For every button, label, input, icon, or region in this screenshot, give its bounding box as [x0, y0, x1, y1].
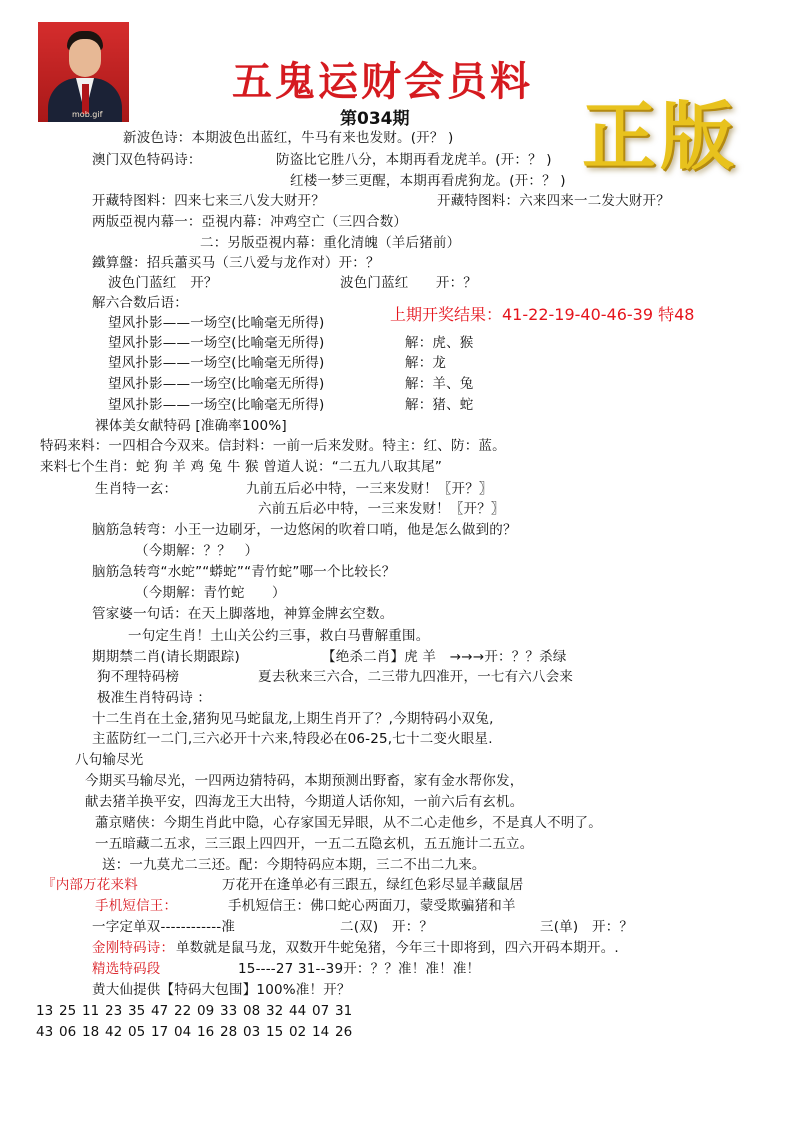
text-line: 一句定生肖！土山关公约三事，救白马曹解重围。 [128, 628, 430, 644]
number-cell: 32 [266, 1003, 284, 1019]
number-cell: 14 [312, 1024, 330, 1040]
authentic-stamp: 正版 [582, 94, 738, 180]
number-cell: 15 [266, 1024, 284, 1040]
text-line: （今期解：青竹蛇 ） [135, 585, 286, 601]
section-label: 精选特码段 [92, 961, 161, 977]
number-cell: 07 [312, 1003, 330, 1019]
text-line: 二：另版亞視内幕：重化清魄（羊后猪前） [200, 235, 461, 251]
text-line: 解：龙 [405, 355, 447, 371]
text-line: 生肖特一玄： [95, 481, 178, 497]
text-line: 望风扑影——一场空(比喻毫无所得) [108, 376, 325, 392]
text-line: 解六合数后语： [92, 295, 188, 311]
section-label: 金刚特码诗： [92, 940, 175, 956]
text-line: 防盗比它胜八分，本期再看龙虎羊。(开：？ ) [276, 152, 552, 168]
number-cell: 06 [59, 1024, 77, 1040]
text-line: 澳门双色特码诗： [92, 152, 202, 168]
section-label: 『内部万花来料 [42, 877, 138, 893]
number-cell: 47 [151, 1003, 169, 1019]
text-line: 来料七个生肖：蛇 狗 羊 鸡 兔 牛 猴 曾道人说：“二五九八取其尾” [40, 459, 443, 475]
text-line: 脑筋急转弯：小王一边刷牙，一边悠闲的吹着口哨，他是怎么做到的？ [92, 522, 517, 538]
text-line: 狗不理特码榜 [97, 669, 180, 685]
last-result: 上期开奖结果：41-22-19-40-46-39 特48 [390, 305, 695, 324]
text-line: 九前五后必中特，一三来发财！〖开？〗 [246, 481, 493, 497]
number-cell: 08 [243, 1003, 261, 1019]
number-cell: 35 [128, 1003, 146, 1019]
avatar-photo [38, 22, 129, 122]
text-line: （今期解：？？ ） [135, 543, 259, 559]
text-line: 管家婆一句话：在天上脚落地，神算金牌玄空数。 [92, 606, 394, 622]
text-line: 裸体美女献特码 [准确率100%] [95, 418, 287, 434]
number-cell: 02 [289, 1024, 307, 1040]
text-line: 夏去秋来三六合，二三带九四准开，一七有六八会来 [258, 669, 574, 685]
number-cell: 43 [36, 1024, 54, 1040]
text-line: 极准生肖特码诗 ： [97, 690, 212, 706]
text-line: 波色门蓝红 开：？ [340, 275, 477, 291]
text-line: 望风扑影——一场空(比喻毫无所得) [108, 355, 325, 371]
photo-face [69, 39, 101, 77]
text-line: 一字定单双------------准 [92, 919, 236, 935]
text-line: 解：猪、蛇 [405, 397, 474, 413]
text-line: 解：羊、兔 [405, 376, 474, 392]
section-label: 手机短信王： [95, 898, 178, 914]
text-line: 今期买马输尽光，一四两边猜特码，本期预测出野畜，家有金水帮你发， [85, 773, 524, 789]
text-line: 单数就是鼠马龙，双数开牛蛇兔猪，今年三十即将到，四六开码本期开。. [176, 940, 619, 956]
text-line: 望风扑影——一场空(比喻毫无所得) [108, 335, 325, 351]
number-cell: 22 [174, 1003, 192, 1019]
number-cell: 04 [174, 1024, 192, 1040]
text-line: 特码来料：一四相合今双来。信封料：一前一后来发财。特主：红、防：蓝。 [40, 438, 506, 454]
text-line: 三(单) 开：？ [540, 919, 634, 935]
text-line: 解：虎、猴 [405, 335, 474, 351]
text-line: 万花开在逢单必有三跟五，绿红色彩尽显羊藏鼠居 [222, 877, 524, 893]
number-cell: 17 [151, 1024, 169, 1040]
number-cell: 31 [335, 1003, 353, 1019]
text-line: 望风扑影——一场空(比喻毫无所得) [108, 397, 325, 413]
number-cell: 28 [220, 1024, 238, 1040]
text-line: 脑筋急转弯“水蛇”“蟒蛇”“青竹蛇”哪一个比较长？ [92, 564, 396, 580]
text-line: 六前五后必中特，一三来发财！〖开？〗 [258, 501, 505, 517]
text-line: 八句输尽光 [75, 752, 144, 768]
text-line: 二(双) 开：？ [340, 919, 434, 935]
text-line: 十二生肖在土金,猪狗见马蛇鼠龙,上期生肖开了？,今期特码小双兔, [92, 711, 494, 727]
text-line: 黄大仙提供【特码大包围】100%准！开？ [92, 982, 351, 998]
number-cell: 26 [335, 1024, 353, 1040]
text-line: 15----27 31--39开：？？准！准！准！ [238, 961, 481, 977]
text-line: 开藏特图料：四来七来三八发大财开？ [92, 193, 325, 209]
text-line: 手机短信王：佛口蛇心两面刀，蒙受欺骗猪和羊 [228, 898, 516, 914]
number-row-2 [36, 1024, 358, 1040]
number-cell: 23 [105, 1003, 123, 1019]
page-title: 五鬼运财会员料 [232, 58, 533, 105]
photo-watermark: mob.gif [72, 110, 103, 119]
text-line: 献去猪羊换平安，四海龙王大出特，今期道人话你知，一前六后有玄机。 [85, 794, 524, 810]
number-cell: 16 [197, 1024, 215, 1040]
number-cell: 42 [105, 1024, 123, 1040]
text-line: 两版亞視内幕一：亞視内幕：冲鸡空亡（三四合数） [92, 214, 408, 230]
number-cell: 33 [220, 1003, 238, 1019]
text-line: 红楼一梦三更醒，本期再看虎狗龙。(开：？ ) [290, 173, 566, 189]
text-line: 送：一九莫尤二三还。配：今期特码应本期，三二不出二九来。 [102, 857, 486, 873]
number-cell: 09 [197, 1003, 215, 1019]
number-cell: 03 [243, 1024, 261, 1040]
text-line: 望风扑影——一场空(比喻毫无所得) [108, 315, 325, 331]
text-line: 主蓝防红一二门,三六必开十六来,特段必在06-25,七十二变火眼星. [92, 731, 493, 747]
text-line: 期期禁二肖(请长期跟踪) [92, 649, 240, 665]
number-row-1 [36, 1003, 358, 1019]
number-cell: 13 [36, 1003, 54, 1019]
text-line: 蕭京赌侠：今期生肖此中隐，心存家国无异眼，从不二心走他乡，不是真人不明了。 [95, 815, 602, 831]
text-line: 一五暗藏二五求，三三跟上四四开，一五二五隐玄机，五五施计二五立。 [95, 836, 534, 852]
text-line: 新波色诗：本期波色出蓝红，牛马有来也发财。(开？ ) [123, 130, 454, 146]
text-line: 鐵算盤：招兵蕭买马（三八爱与龙作对）开：？ [92, 255, 380, 271]
number-cell: 18 [82, 1024, 100, 1040]
number-cell: 25 [59, 1003, 77, 1019]
issue-number: 第034期 [340, 109, 410, 129]
text-line: 波色门蓝红 开？ [108, 275, 218, 291]
text-line: 【绝杀二肖】虎 羊 →→→开：？？杀绿 [322, 649, 567, 665]
number-cell: 11 [82, 1003, 100, 1019]
number-cell: 05 [128, 1024, 146, 1040]
text-line: 开藏特图料：六来四来一二发大财开？ [437, 193, 670, 209]
number-cell: 44 [289, 1003, 307, 1019]
